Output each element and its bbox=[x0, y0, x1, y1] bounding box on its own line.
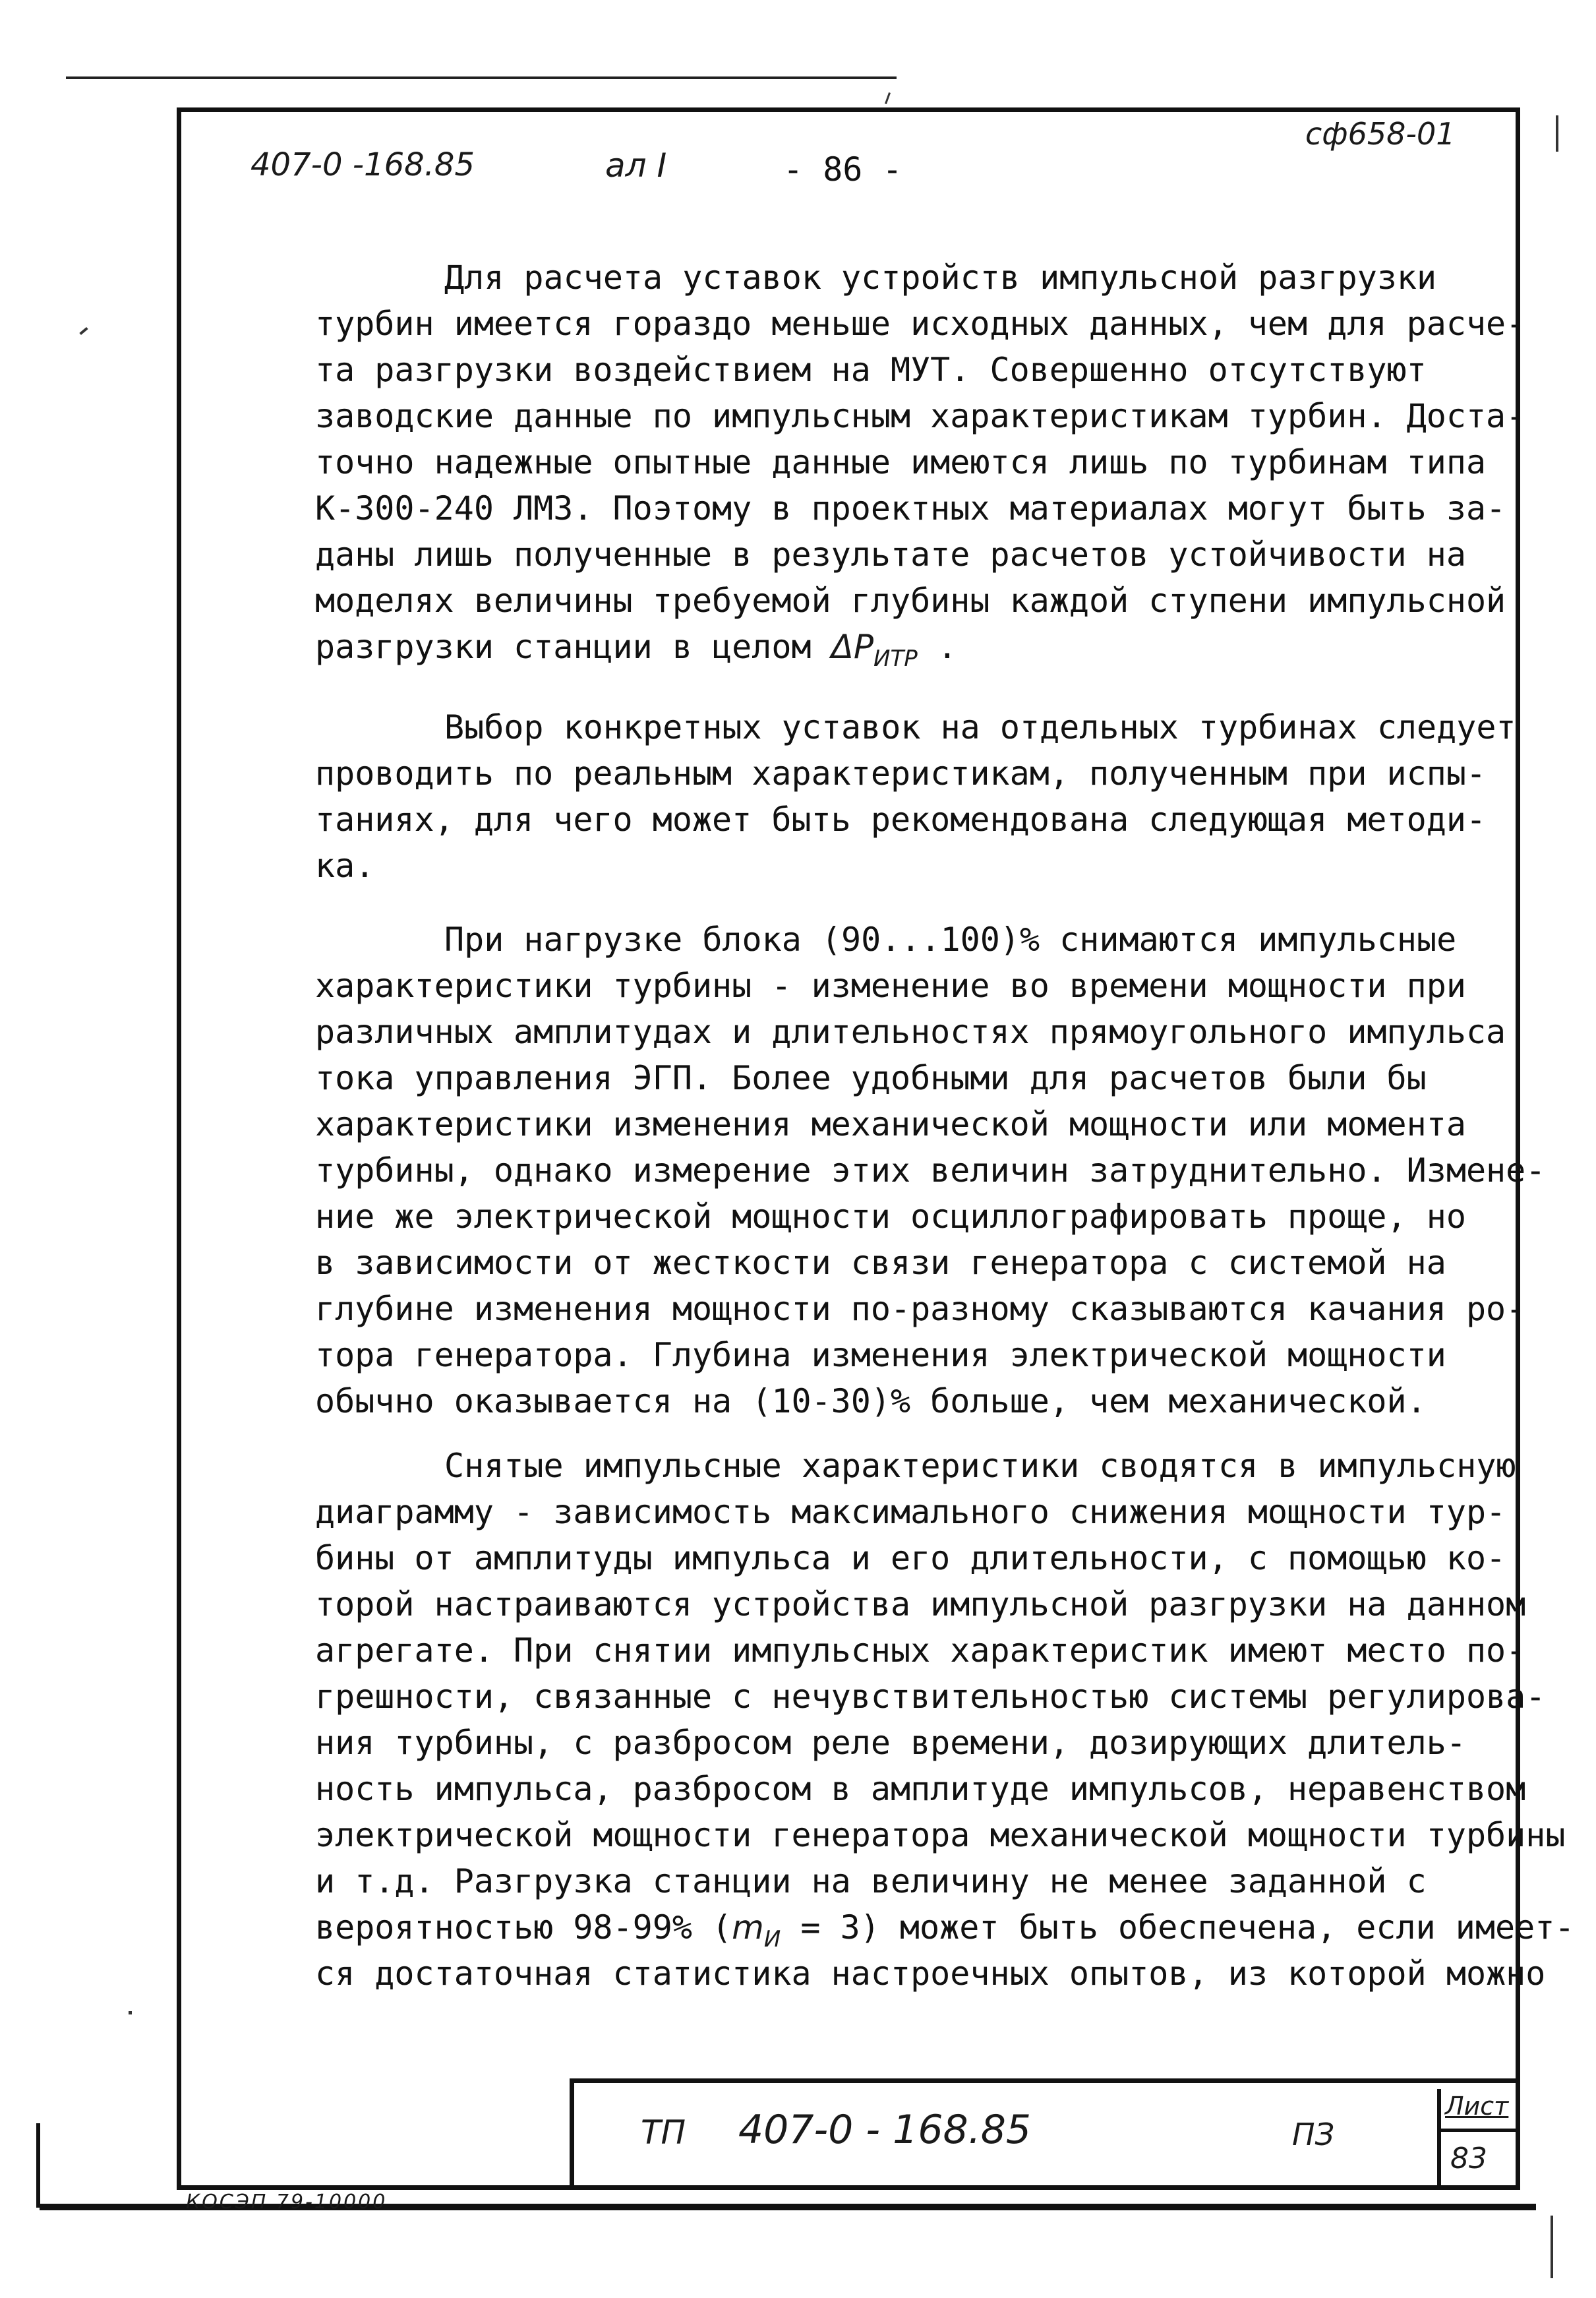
text-line: электрической мощности генератора механической мощности турбины bbox=[315, 1816, 1566, 1854]
sheet-cell-divider bbox=[1437, 2129, 1520, 2132]
text-line: ние же электрической мощности осциллографировать проще, но bbox=[315, 1197, 1466, 1236]
formula-m: m bbox=[732, 1908, 764, 1947]
footer-code: КОСЭП 79-10000 bbox=[186, 2191, 388, 2214]
text-line: грешности, связанные с нечувствительностью системы регулирова- bbox=[315, 1678, 1546, 1716]
scan-mark bbox=[1551, 2216, 1553, 2278]
text-line-formula bbox=[315, 624, 1495, 670]
text-fragment: вероятностью 98-99% ( bbox=[315, 1908, 732, 1947]
text-line: таниях, для чего может быть рекомендована следующая методи- bbox=[315, 801, 1487, 839]
text-line: заводские данные по импульсным характеристикам турбин. Доста- bbox=[315, 397, 1526, 435]
text-fragment: = 3) может быть обеспечена, если имеет- bbox=[781, 1908, 1575, 1947]
text-line: турбины, однако измерение этих величин затруднительно. Измене- bbox=[315, 1151, 1546, 1190]
text-line: проводить по реальным характеристикам, полученным при испы- bbox=[315, 754, 1487, 793]
text-line: в зависимости от жесткости связи генератора с системой на bbox=[315, 1244, 1446, 1282]
text-line: Для расчета уставок устройств импульсной разгрузки bbox=[444, 258, 1437, 297]
paragraph-4 bbox=[315, 1443, 1575, 1997]
paragraph-1 bbox=[315, 255, 1526, 672]
stamp-code: 407-0 - 168.85 bbox=[738, 2107, 1032, 2153]
album-label: ал I bbox=[605, 146, 667, 185]
text-line: обычно оказывается на (10-30)% больше, чем механической. bbox=[315, 1382, 1427, 1420]
archive-code: сф658-01 bbox=[1305, 116, 1456, 152]
text-line: ния турбины, с разбросом реле времени, дозирующих длитель- bbox=[315, 1724, 1466, 1762]
text-line: тока управления ЭГП. Более удобными для расчетов были бы bbox=[315, 1059, 1427, 1097]
text-fragment: . bbox=[917, 628, 957, 666]
doc-code: 407-0 -168.85 bbox=[251, 146, 475, 183]
text-line: характеристики турбины - изменение во времени мощности при bbox=[315, 967, 1466, 1005]
formula-subscript: ИТР bbox=[873, 646, 918, 672]
text-line: даны лишь полученные в результате расчетов устойчивости на bbox=[315, 535, 1466, 574]
stamp-prefix: ТП bbox=[641, 2113, 686, 2152]
text-line: точно надежные опытные данные имеются лишь по турбинам типа bbox=[315, 443, 1487, 481]
left-rule bbox=[36, 2123, 40, 2208]
scan-mark bbox=[129, 2011, 132, 2014]
text-line: турбин имеется гораздо меньше исходных данных, чем для расче- bbox=[315, 305, 1526, 343]
text-fragment: разгрузки станции в целом bbox=[315, 628, 831, 666]
page-number: - 86 - bbox=[783, 150, 902, 189]
text-line: ся достаточная статистика настроечных опытов, из которой можно bbox=[315, 1954, 1546, 1993]
text-line: При нагрузке блока (90...100)% снимаются импульсные bbox=[444, 921, 1457, 959]
sheet-number: 83 bbox=[1450, 2142, 1487, 2175]
text-line: тора генератора. Глубина изменения электрической мощности bbox=[315, 1336, 1446, 1374]
sheet-label: Лист bbox=[1445, 2092, 1509, 2121]
text-line: агрегате. При снятии импульсных характеристик имеют место по- bbox=[315, 1631, 1526, 1670]
stamp-section: ПЗ bbox=[1292, 2117, 1335, 2152]
text-line: различных амплитудах и длительностях прямоугольного импульса bbox=[315, 1013, 1506, 1051]
text-line: Выбор конкретных уставок на отдельных турбинах следует bbox=[444, 708, 1516, 746]
text-line: ка. bbox=[315, 847, 375, 885]
text-line: бины от амплитуды импульса и его длительности, с помощью ко- bbox=[315, 1539, 1506, 1577]
formula-subscript: И bbox=[763, 1926, 781, 1952]
scan-mark bbox=[1556, 115, 1558, 152]
text-line: ность импульса, разбросом в амплитуде импульсов, неравенством bbox=[315, 1770, 1526, 1808]
formula-delta-p: ΔР bbox=[831, 628, 874, 666]
top-rule bbox=[66, 76, 897, 79]
paragraph-2 bbox=[315, 704, 1516, 889]
scan-mark bbox=[79, 327, 88, 335]
paragraph-3 bbox=[315, 917, 1546, 1424]
text-line-formula bbox=[315, 1904, 1575, 1952]
scan-mark bbox=[885, 92, 891, 104]
text-line: моделях величины требуемой глубины каждой ступени импульсной bbox=[315, 582, 1506, 620]
text-line: диаграмму - зависимость максимального снижения мощности тур- bbox=[315, 1493, 1506, 1531]
text-line: Снятые импульсные характеристики сводятся в импульсную bbox=[444, 1447, 1516, 1485]
text-line: та разгрузки воздействием на МУТ. Совершенно отсутствуют bbox=[315, 351, 1427, 389]
text-line: и т.д. Разгрузка станции на величину не менее заданной с bbox=[315, 1862, 1427, 1900]
title-block bbox=[570, 2078, 1520, 2190]
text-line: К-300-240 ЛМЗ. Поэтому в проектных материалах могут быть за- bbox=[315, 489, 1506, 528]
text-line: торой настраиваются устройства импульсной разгрузки на данном bbox=[315, 1585, 1526, 1623]
text-line: характеристики изменения механической мощности или момента bbox=[315, 1105, 1466, 1143]
text-line: глубине изменения мощности по-разному сказываются качания ро- bbox=[315, 1290, 1526, 1328]
